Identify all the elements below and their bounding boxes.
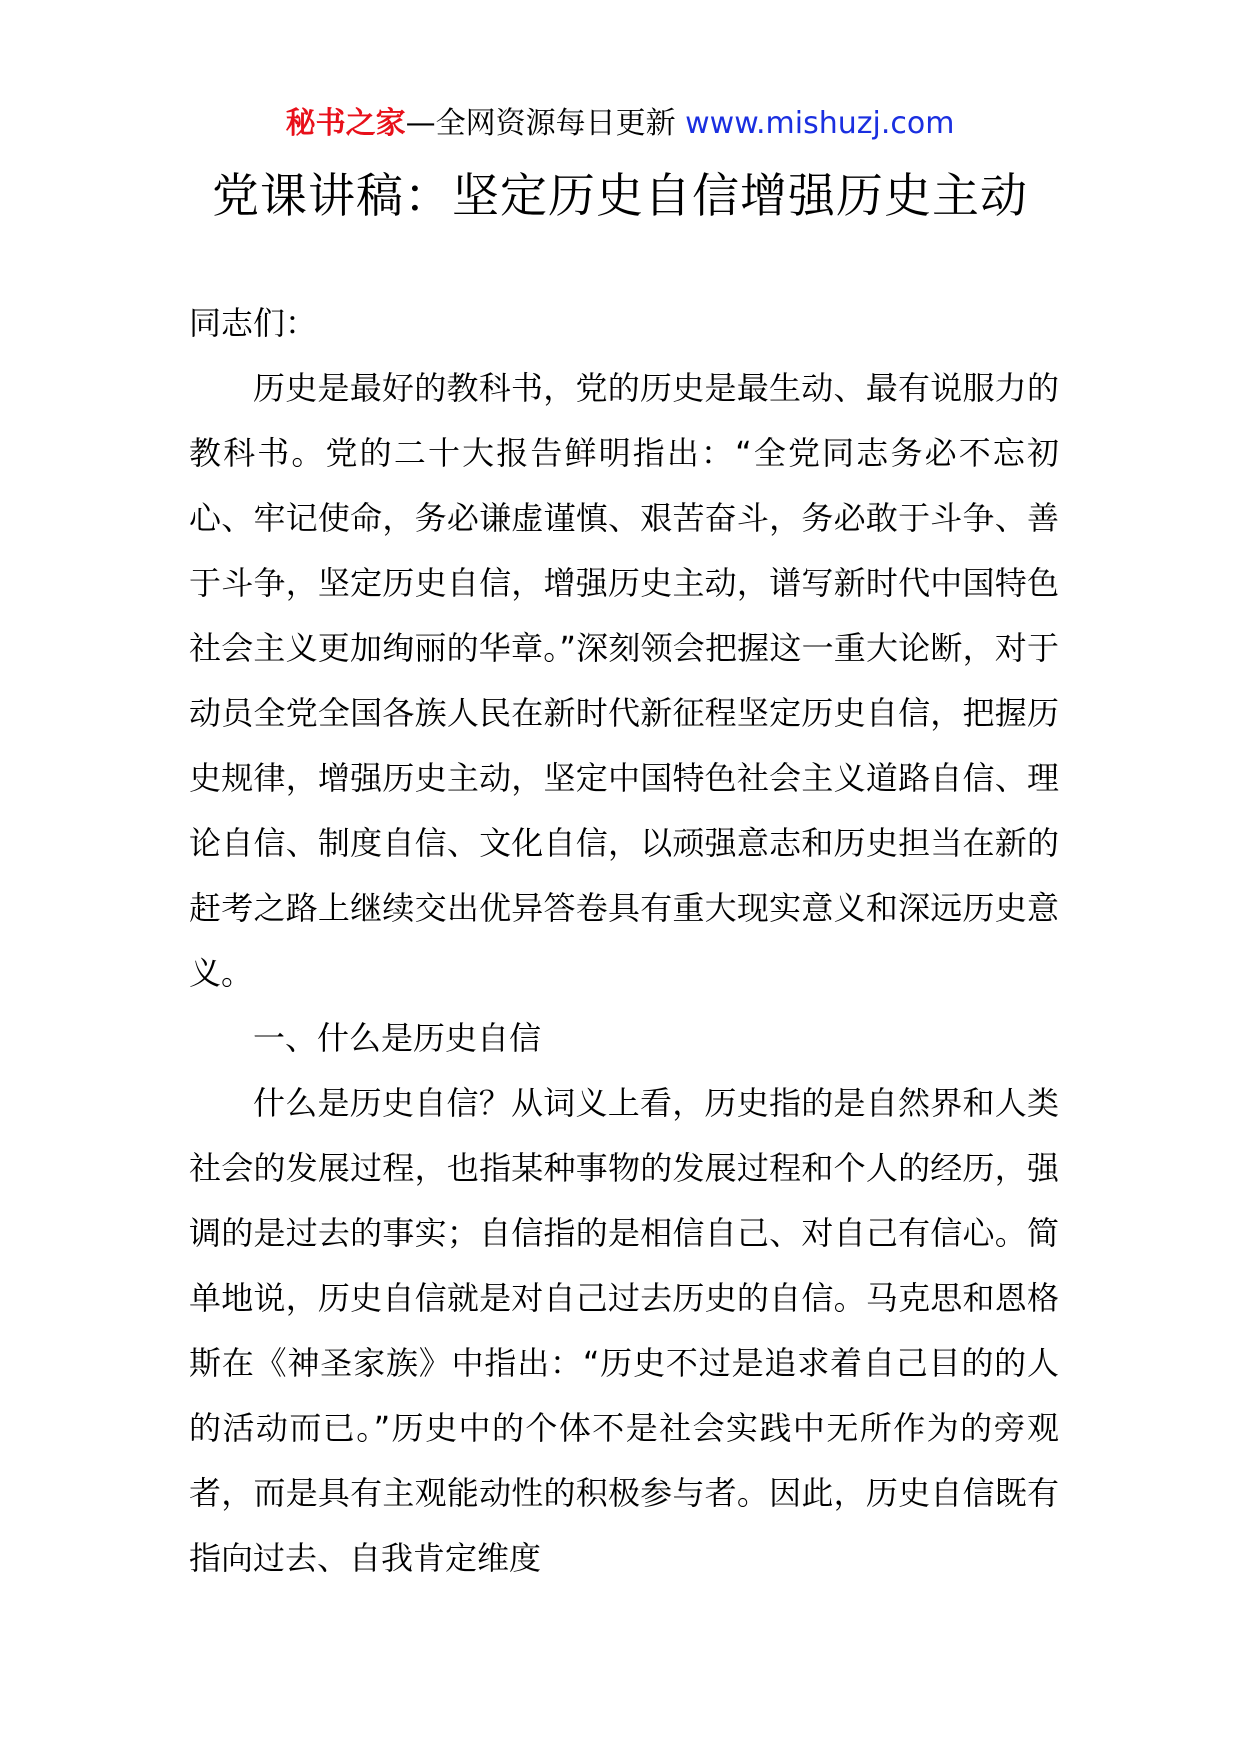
site-header <box>0 102 1240 146</box>
paragraph-section-one: 什么是历史自信？从词义上看，历史指的是自然界和人类社会的发展过程，也指某种事物的发展过程和个人的经历，强调的是过去的事实；自信指的是相信自己、对自己有信心。简单地说，历史自信就是对自己过去历史的自信。马克思和恩格斯在《神圣家族》中指出：“历史不过是追求着自己目的的人的活动而已。”历史中的个体不是社会实践中无所作为的旁观者，而是具有主观能动性的积极参与者。因此，历史自信既有指向过去、自我肯定维度 <box>189 1084 1059 1577</box>
document-title: 党课讲稿：坚定历史自信增强历史主动 <box>212 169 1028 224</box>
document-body <box>189 291 1059 1591</box>
site-url-link[interactable]: www.mishuzj.com <box>685 106 955 141</box>
site-tagline: —全网资源每日更新 <box>405 106 686 141</box>
paragraph-intro: 历史是最好的教科书，党的历史是最生动、最有说服力的教科书。党的二十大报告鲜明指出：“全党同志务必不忘初心、牢记使命，务必谦虚谨慎、艰苦奋斗，务必敢于斗争、善于斗争，坚定历史自信，增强历史主动，谱写新时代中国特色社会主义更加绚丽的华章。”深刻领会把握这一重大论断，对于动员全党全国各族人民在新时代新征程坚定历史自信，把握历史规律，增强历史主动，坚定中国特色社会主义道路自信、理论自信、制度自信、文化自信，以顽强意志和历史担当在新的赶考之路上继续交出优异答卷具有重大现实意义和深远历史意义。 <box>189 369 1059 992</box>
salutation: 同志们： <box>189 304 318 342</box>
section-heading: 一、什么是历史自信 <box>253 1019 542 1057</box>
site-brand: 秘书之家 <box>285 106 406 141</box>
